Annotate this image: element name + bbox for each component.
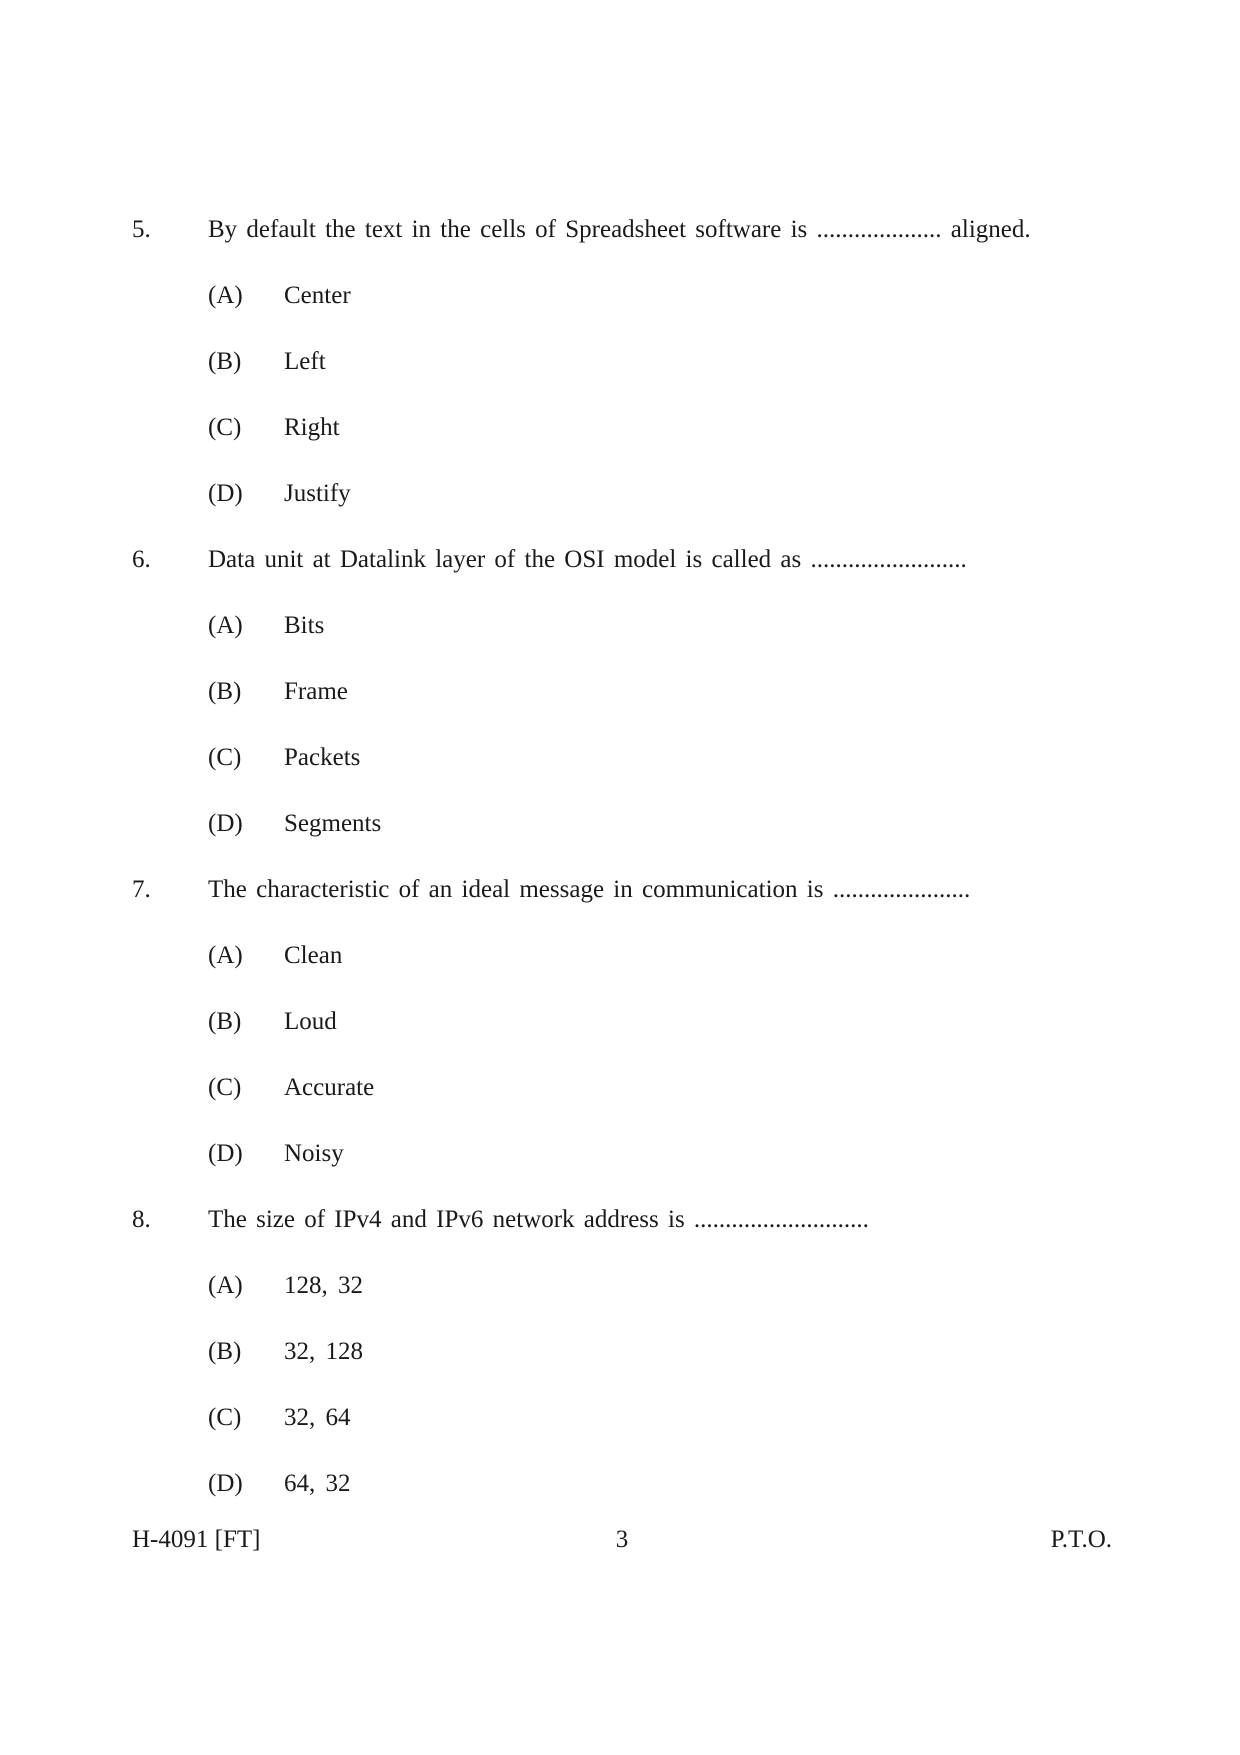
option-text: 32, 128 (284, 1338, 363, 1365)
option-text: Frame (284, 678, 348, 705)
option-c (132, 1066, 1112, 1132)
option-text: Justify (284, 480, 351, 507)
question-number: 7. (132, 876, 151, 903)
option-d (132, 802, 1112, 868)
option-text: 64, 32 (284, 1470, 351, 1497)
option-text: Right (284, 414, 340, 441)
option-label: (A) (208, 612, 243, 639)
option-text: Accurate (284, 1074, 375, 1101)
option-d (132, 472, 1112, 538)
question-7 (132, 868, 1112, 1198)
option-label: (A) (208, 282, 243, 309)
option-list (132, 1264, 1112, 1528)
option-d (132, 1462, 1112, 1528)
option-label: (D) (208, 810, 243, 837)
question-stem (132, 1198, 1112, 1264)
question-number: 6. (132, 546, 151, 573)
option-label: (B) (208, 1008, 242, 1035)
option-c (132, 1396, 1112, 1462)
option-label: (B) (208, 348, 242, 375)
option-text: Noisy (284, 1140, 344, 1167)
option-list (132, 604, 1112, 868)
option-label: (A) (208, 1272, 243, 1299)
option-a (132, 274, 1112, 340)
option-label: (B) (208, 1338, 242, 1365)
option-text: Clean (284, 942, 343, 969)
option-a (132, 1264, 1112, 1330)
option-b (132, 1330, 1112, 1396)
option-text: Bits (284, 612, 325, 639)
option-c (132, 736, 1112, 802)
option-label: (C) (208, 744, 242, 771)
option-label: (D) (208, 1470, 243, 1497)
option-label: (D) (208, 1140, 243, 1167)
question-8 (132, 1198, 1112, 1528)
please-turn-over: P.T.O. (1050, 1526, 1112, 1553)
option-d (132, 1132, 1112, 1198)
option-text: Packets (284, 744, 361, 771)
option-label: (D) (208, 480, 243, 507)
option-label: (C) (208, 1404, 242, 1431)
option-b (132, 1000, 1112, 1066)
option-c (132, 406, 1112, 472)
option-text: Left (284, 348, 326, 375)
page-footer (132, 1520, 1112, 1560)
option-list (132, 934, 1112, 1198)
paper-code: H-4091 [FT] (132, 1526, 261, 1553)
option-label: (A) (208, 942, 243, 969)
option-a (132, 934, 1112, 1000)
option-text: 128, 32 (284, 1272, 363, 1299)
option-list (132, 274, 1112, 538)
option-text: Center (284, 282, 351, 309)
option-text: Loud (284, 1008, 337, 1035)
option-label: (C) (208, 1074, 242, 1101)
option-text: Segments (284, 810, 382, 837)
question-text: The size of IPv4 and IPv6 network address is ............................ (208, 1206, 869, 1233)
question-stem (132, 208, 1112, 274)
question-number: 5. (132, 216, 151, 243)
question-stem (132, 868, 1112, 934)
option-a (132, 604, 1112, 670)
question-6 (132, 538, 1112, 868)
question-text: Data unit at Datalink layer of the OSI model is called as ......................... (208, 546, 967, 573)
question-text: By default the text in the cells of Spreadsheet software is .................... aligned. (208, 216, 1031, 243)
question-stem (132, 538, 1112, 604)
option-label: (B) (208, 678, 242, 705)
page-number: 3 (615, 1526, 629, 1553)
question-list (132, 208, 1112, 1528)
option-b (132, 340, 1112, 406)
option-text: 32, 64 (284, 1404, 351, 1431)
option-label: (C) (208, 414, 242, 441)
question-number: 8. (132, 1206, 151, 1233)
question-text: The characteristic of an ideal message in communication is ...................... (208, 876, 971, 903)
question-5 (132, 208, 1112, 538)
option-b (132, 670, 1112, 736)
